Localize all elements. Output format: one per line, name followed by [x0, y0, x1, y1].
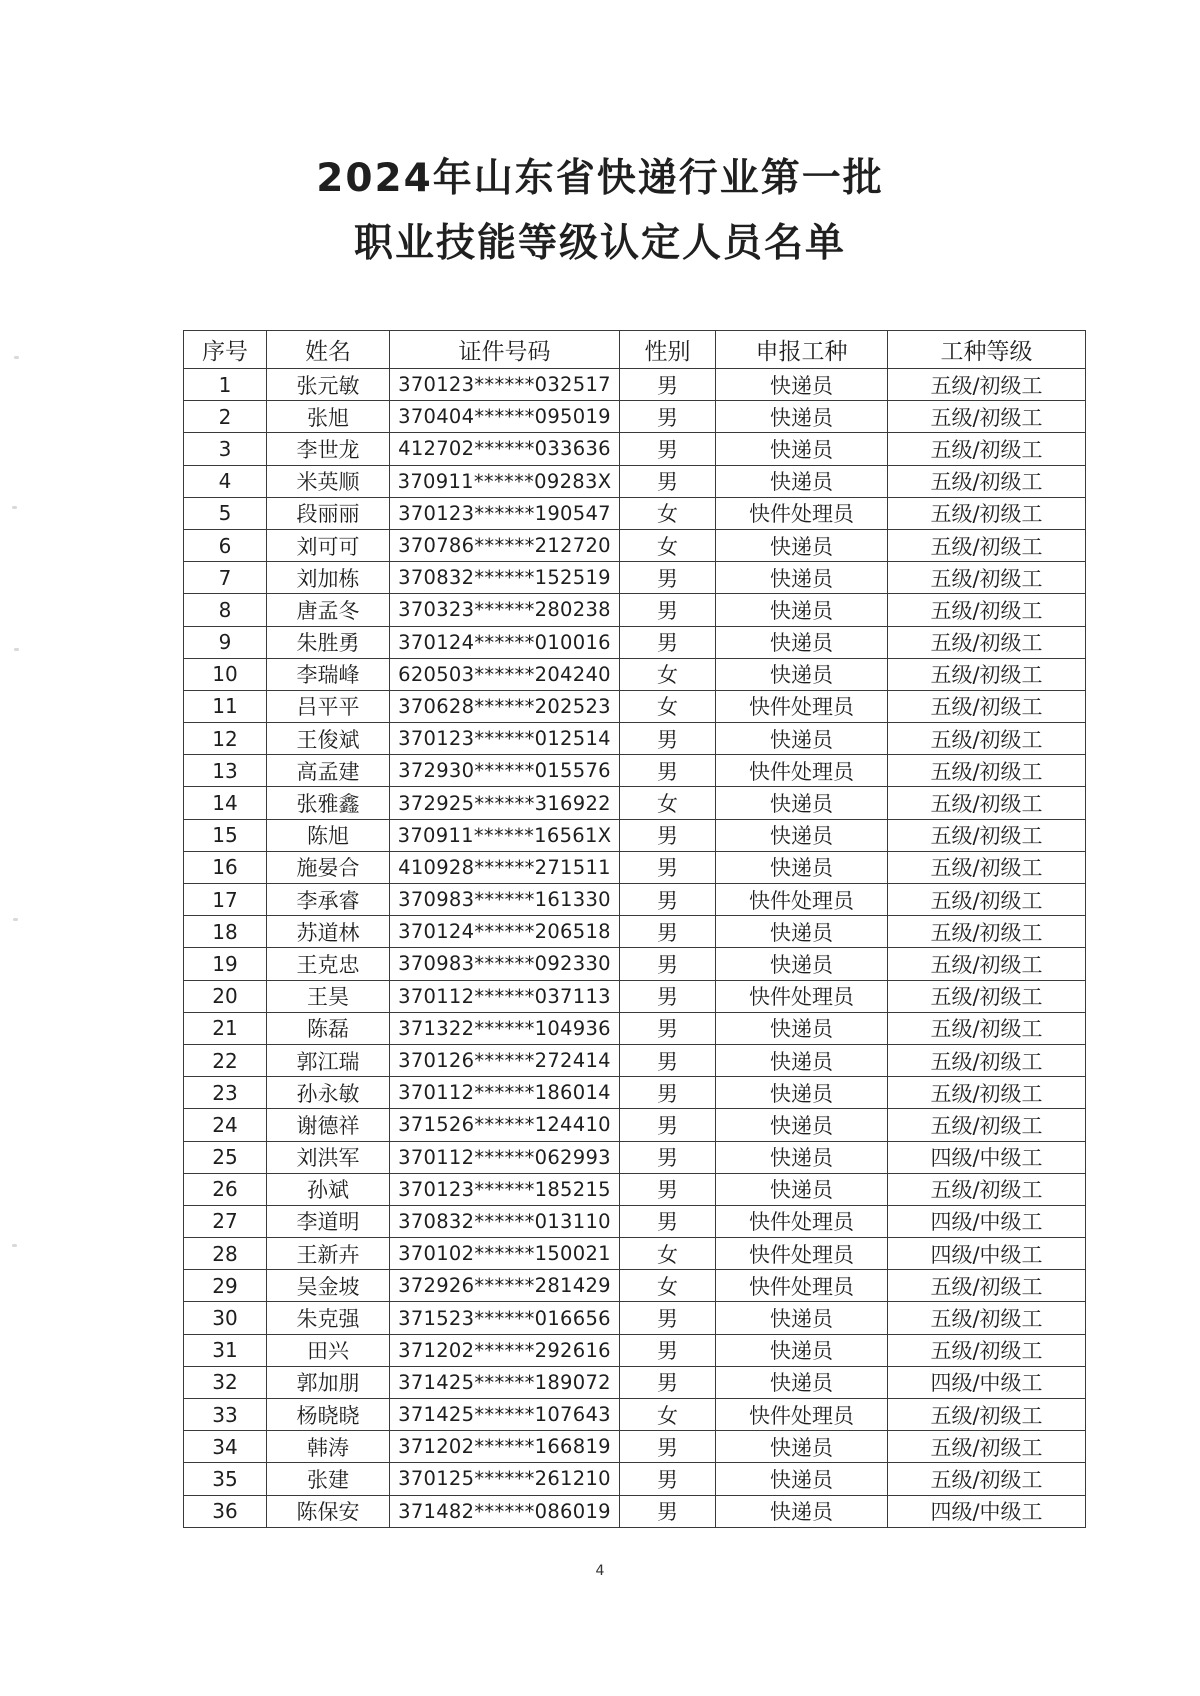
name-cell: 王俊斌: [267, 723, 390, 755]
personnel-table: [183, 330, 1086, 1528]
table-row: [184, 1044, 1086, 1076]
id-number-cell: 370112******186014: [390, 1077, 620, 1109]
id-number-cell: 620503******204240: [390, 658, 620, 690]
id-number-cell: 370112******062993: [390, 1141, 620, 1173]
seq-cell: 22: [184, 1044, 267, 1076]
name-cell: 谢德祥: [267, 1109, 390, 1141]
occupation-cell: 快递员: [716, 1463, 888, 1495]
level-cell: 四级/中级工: [888, 1366, 1086, 1398]
seq-cell: 35: [184, 1463, 267, 1495]
occupation-cell: 快件处理员: [716, 497, 888, 529]
header-gender: 性别: [620, 331, 716, 369]
gender-cell: 男: [620, 1109, 716, 1141]
occupation-cell: 快递员: [716, 1495, 888, 1527]
occupation-cell: 快件处理员: [716, 755, 888, 787]
seq-cell: 29: [184, 1270, 267, 1302]
gender-cell: 男: [620, 1431, 716, 1463]
seq-cell: 21: [184, 1012, 267, 1044]
seq-cell: 8: [184, 594, 267, 626]
occupation-cell: 快递员: [716, 465, 888, 497]
id-number-cell: 370124******206518: [390, 916, 620, 948]
name-cell: 李世龙: [267, 433, 390, 465]
table-row: [184, 1205, 1086, 1237]
seq-cell: 12: [184, 723, 267, 755]
seq-cell: 18: [184, 916, 267, 948]
id-number-cell: 371202******166819: [390, 1431, 620, 1463]
level-cell: 五级/初级工: [888, 433, 1086, 465]
table-row: [184, 529, 1086, 561]
name-cell: 陈保安: [267, 1495, 390, 1527]
gender-cell: 男: [620, 1012, 716, 1044]
occupation-cell: 快递员: [716, 1302, 888, 1334]
name-cell: 段丽丽: [267, 497, 390, 529]
level-cell: 五级/初级工: [888, 723, 1086, 755]
id-number-cell: 372926******281429: [390, 1270, 620, 1302]
level-cell: 五级/初级工: [888, 819, 1086, 851]
page-number: 4: [595, 1563, 605, 1579]
level-cell: 五级/初级工: [888, 1077, 1086, 1109]
occupation-cell: 快递员: [716, 948, 888, 980]
table-row: [184, 819, 1086, 851]
table-row: [184, 723, 1086, 755]
level-cell: 五级/初级工: [888, 658, 1086, 690]
gender-cell: 男: [620, 594, 716, 626]
occupation-cell: 快递员: [716, 1109, 888, 1141]
gender-cell: 男: [620, 1077, 716, 1109]
gender-cell: 女: [620, 497, 716, 529]
occupation-cell: 快递员: [716, 529, 888, 561]
seq-cell: 1: [184, 369, 267, 401]
level-cell: 四级/中级工: [888, 1238, 1086, 1270]
seq-cell: 36: [184, 1495, 267, 1527]
table-row: [184, 1495, 1086, 1527]
occupation-cell: 快件处理员: [716, 884, 888, 916]
seq-cell: 32: [184, 1366, 267, 1398]
table-row: [184, 1366, 1086, 1398]
occupation-cell: 快件处理员: [716, 1238, 888, 1270]
name-cell: 吴金坡: [267, 1270, 390, 1302]
occupation-cell: 快递员: [716, 433, 888, 465]
table-row: [184, 690, 1086, 722]
table-row: [184, 594, 1086, 626]
level-cell: 五级/初级工: [888, 562, 1086, 594]
name-cell: 刘洪军: [267, 1141, 390, 1173]
seq-cell: 7: [184, 562, 267, 594]
seq-cell: 27: [184, 1205, 267, 1237]
level-cell: 五级/初级工: [888, 1334, 1086, 1366]
occupation-cell: 快件处理员: [716, 690, 888, 722]
id-number-cell: 410928******271511: [390, 851, 620, 883]
seq-cell: 33: [184, 1399, 267, 1431]
occupation-cell: 快递员: [716, 916, 888, 948]
name-cell: 李瑞峰: [267, 658, 390, 690]
occupation-cell: 快递员: [716, 1334, 888, 1366]
table-row: [184, 948, 1086, 980]
name-cell: 陈磊: [267, 1012, 390, 1044]
gender-cell: 男: [620, 1141, 716, 1173]
gender-cell: 男: [620, 369, 716, 401]
table-row: [184, 626, 1086, 658]
seq-cell: 20: [184, 980, 267, 1012]
table-row: [184, 401, 1086, 433]
occupation-cell: 快递员: [716, 723, 888, 755]
id-number-cell: 370404******095019: [390, 401, 620, 433]
level-cell: 五级/初级工: [888, 787, 1086, 819]
level-cell: 五级/初级工: [888, 401, 1086, 433]
level-cell: 五级/初级工: [888, 948, 1086, 980]
level-cell: 五级/初级工: [888, 529, 1086, 561]
name-cell: 田兴: [267, 1334, 390, 1366]
gender-cell: 男: [620, 1205, 716, 1237]
id-number-cell: 371425******107643: [390, 1399, 620, 1431]
seq-cell: 26: [184, 1173, 267, 1205]
seq-cell: 2: [184, 401, 267, 433]
seq-cell: 24: [184, 1109, 267, 1141]
seq-cell: 4: [184, 465, 267, 497]
name-cell: 杨晓晓: [267, 1399, 390, 1431]
level-cell: 五级/初级工: [888, 465, 1086, 497]
id-number-cell: 371482******086019: [390, 1495, 620, 1527]
occupation-cell: 快件处理员: [716, 1205, 888, 1237]
occupation-cell: 快递员: [716, 1141, 888, 1173]
table-row: [184, 1173, 1086, 1205]
id-number-cell: 371526******124410: [390, 1109, 620, 1141]
name-cell: 张旭: [267, 401, 390, 433]
level-cell: 五级/初级工: [888, 594, 1086, 626]
table-row: [184, 1431, 1086, 1463]
gender-cell: 男: [620, 948, 716, 980]
occupation-cell: 快递员: [716, 1044, 888, 1076]
table-row: [184, 980, 1086, 1012]
level-cell: 五级/初级工: [888, 1431, 1086, 1463]
occupation-cell: 快件处理员: [716, 1399, 888, 1431]
id-number-cell: 370125******261210: [390, 1463, 620, 1495]
level-cell: 五级/初级工: [888, 755, 1086, 787]
name-cell: 吕平平: [267, 690, 390, 722]
id-number-cell: 370123******190547: [390, 497, 620, 529]
table-row: [184, 1302, 1086, 1334]
occupation-cell: 快递员: [716, 1077, 888, 1109]
id-number-cell: 370123******185215: [390, 1173, 620, 1205]
name-cell: 朱胜勇: [267, 626, 390, 658]
occupation-cell: 快递员: [716, 1431, 888, 1463]
seq-cell: 31: [184, 1334, 267, 1366]
name-cell: 孙斌: [267, 1173, 390, 1205]
gender-cell: 男: [620, 819, 716, 851]
id-number-cell: 371425******189072: [390, 1366, 620, 1398]
table-row: [184, 433, 1086, 465]
name-cell: 李承睿: [267, 884, 390, 916]
id-number-cell: 370124******010016: [390, 626, 620, 658]
occupation-cell: 快递员: [716, 626, 888, 658]
id-number-cell: 370112******037113: [390, 980, 620, 1012]
name-cell: 王克忠: [267, 948, 390, 980]
gender-cell: 男: [620, 1366, 716, 1398]
header-seq: 序号: [184, 331, 267, 369]
gender-cell: 女: [620, 1238, 716, 1270]
header-occupation: 申报工种: [716, 331, 888, 369]
id-number-cell: 370911******09283X: [390, 465, 620, 497]
name-cell: 施晏合: [267, 851, 390, 883]
id-number-cell: 370832******152519: [390, 562, 620, 594]
table-row: [184, 1463, 1086, 1495]
level-cell: 五级/初级工: [888, 1399, 1086, 1431]
seq-cell: 25: [184, 1141, 267, 1173]
gender-cell: 男: [620, 723, 716, 755]
seq-cell: 14: [184, 787, 267, 819]
seq-cell: 17: [184, 884, 267, 916]
occupation-cell: 快件处理员: [716, 980, 888, 1012]
seq-cell: 13: [184, 755, 267, 787]
level-cell: 五级/初级工: [888, 1044, 1086, 1076]
gender-cell: 男: [620, 1495, 716, 1527]
name-cell: 张建: [267, 1463, 390, 1495]
header-name: 姓名: [267, 331, 390, 369]
name-cell: 张雅鑫: [267, 787, 390, 819]
table-row: [184, 1238, 1086, 1270]
id-number-cell: 370323******280238: [390, 594, 620, 626]
level-cell: 五级/初级工: [888, 497, 1086, 529]
table-row: [184, 787, 1086, 819]
table-row: [184, 497, 1086, 529]
header-id-number: 证件号码: [390, 331, 620, 369]
level-cell: 五级/初级工: [888, 916, 1086, 948]
name-cell: 米英顺: [267, 465, 390, 497]
level-cell: 五级/初级工: [888, 626, 1086, 658]
seq-cell: 16: [184, 851, 267, 883]
seq-cell: 11: [184, 690, 267, 722]
table-row: [184, 755, 1086, 787]
gender-cell: 男: [620, 851, 716, 883]
gender-cell: 女: [620, 787, 716, 819]
name-cell: 王昊: [267, 980, 390, 1012]
occupation-cell: 快递员: [716, 1173, 888, 1205]
level-cell: 四级/中级工: [888, 1205, 1086, 1237]
name-cell: 高孟建: [267, 755, 390, 787]
occupation-cell: 快递员: [716, 369, 888, 401]
level-cell: 五级/初级工: [888, 1270, 1086, 1302]
id-number-cell: 371322******104936: [390, 1012, 620, 1044]
gender-cell: 男: [620, 433, 716, 465]
table-row: [184, 1334, 1086, 1366]
occupation-cell: 快递员: [716, 562, 888, 594]
id-number-cell: 370126******272414: [390, 1044, 620, 1076]
seq-cell: 6: [184, 529, 267, 561]
gender-cell: 男: [620, 884, 716, 916]
table-row: [184, 465, 1086, 497]
name-cell: 王新卉: [267, 1238, 390, 1270]
name-cell: 刘加栋: [267, 562, 390, 594]
header-level: 工种等级: [888, 331, 1086, 369]
document-title-line-2: 职业技能等级认定人员名单: [353, 221, 846, 266]
level-cell: 四级/中级工: [888, 1495, 1086, 1527]
gender-cell: 男: [620, 916, 716, 948]
level-cell: 五级/初级工: [888, 1012, 1086, 1044]
occupation-cell: 快递员: [716, 401, 888, 433]
id-number-cell: 370983******092330: [390, 948, 620, 980]
gender-cell: 女: [620, 658, 716, 690]
gender-cell: 男: [620, 1044, 716, 1076]
table-row: [184, 562, 1086, 594]
seq-cell: 30: [184, 1302, 267, 1334]
table-row: [184, 1012, 1086, 1044]
level-cell: 五级/初级工: [888, 1173, 1086, 1205]
name-cell: 李道明: [267, 1205, 390, 1237]
gender-cell: 男: [620, 626, 716, 658]
id-number-cell: 412702******033636: [390, 433, 620, 465]
gender-cell: 男: [620, 1463, 716, 1495]
id-number-cell: 370123******032517: [390, 369, 620, 401]
id-number-cell: 370102******150021: [390, 1238, 620, 1270]
occupation-cell: 快件处理员: [716, 1270, 888, 1302]
level-cell: 五级/初级工: [888, 369, 1086, 401]
gender-cell: 男: [620, 465, 716, 497]
id-number-cell: 370983******161330: [390, 884, 620, 916]
gender-cell: 女: [620, 690, 716, 722]
level-cell: 五级/初级工: [888, 851, 1086, 883]
name-cell: 苏道林: [267, 916, 390, 948]
level-cell: 五级/初级工: [888, 884, 1086, 916]
level-cell: 五级/初级工: [888, 1463, 1086, 1495]
document-title-line-1: 2024年山东省快递行业第一批: [316, 156, 884, 201]
table-row: [184, 658, 1086, 690]
level-cell: 五级/初级工: [888, 980, 1086, 1012]
seq-cell: 3: [184, 433, 267, 465]
table-row: [184, 1399, 1086, 1431]
name-cell: 朱克强: [267, 1302, 390, 1334]
name-cell: 郭江瑞: [267, 1044, 390, 1076]
table-row: [184, 1141, 1086, 1173]
seq-cell: 19: [184, 948, 267, 980]
name-cell: 郭加朋: [267, 1366, 390, 1398]
name-cell: 张元敏: [267, 369, 390, 401]
gender-cell: 男: [620, 401, 716, 433]
seq-cell: 9: [184, 626, 267, 658]
name-cell: 孙永敏: [267, 1077, 390, 1109]
table-header-row: [184, 331, 1086, 369]
id-number-cell: 372930******015576: [390, 755, 620, 787]
seq-cell: 10: [184, 658, 267, 690]
gender-cell: 女: [620, 1399, 716, 1431]
gender-cell: 男: [620, 1302, 716, 1334]
gender-cell: 男: [620, 980, 716, 1012]
table-row: [184, 851, 1086, 883]
id-number-cell: 370832******013110: [390, 1205, 620, 1237]
id-number-cell: 370786******212720: [390, 529, 620, 561]
seq-cell: 28: [184, 1238, 267, 1270]
id-number-cell: 370123******012514: [390, 723, 620, 755]
occupation-cell: 快递员: [716, 787, 888, 819]
seq-cell: 23: [184, 1077, 267, 1109]
table-row: [184, 884, 1086, 916]
name-cell: 刘可可: [267, 529, 390, 561]
gender-cell: 女: [620, 529, 716, 561]
id-number-cell: 371202******292616: [390, 1334, 620, 1366]
level-cell: 四级/中级工: [888, 1141, 1086, 1173]
table-row: [184, 1077, 1086, 1109]
seq-cell: 15: [184, 819, 267, 851]
gender-cell: 男: [620, 1173, 716, 1205]
occupation-cell: 快递员: [716, 851, 888, 883]
level-cell: 五级/初级工: [888, 690, 1086, 722]
gender-cell: 男: [620, 562, 716, 594]
gender-cell: 男: [620, 755, 716, 787]
id-number-cell: 371523******016656: [390, 1302, 620, 1334]
name-cell: 唐孟冬: [267, 594, 390, 626]
name-cell: 陈旭: [267, 819, 390, 851]
occupation-cell: 快递员: [716, 658, 888, 690]
level-cell: 五级/初级工: [888, 1109, 1086, 1141]
table-row: [184, 1270, 1086, 1302]
table-row: [184, 369, 1086, 401]
seq-cell: 5: [184, 497, 267, 529]
occupation-cell: 快递员: [716, 819, 888, 851]
id-number-cell: 370628******202523: [390, 690, 620, 722]
occupation-cell: 快递员: [716, 594, 888, 626]
gender-cell: 男: [620, 1334, 716, 1366]
name-cell: 韩涛: [267, 1431, 390, 1463]
table-row: [184, 916, 1086, 948]
seq-cell: 34: [184, 1431, 267, 1463]
occupation-cell: 快递员: [716, 1366, 888, 1398]
id-number-cell: 372925******316922: [390, 787, 620, 819]
level-cell: 五级/初级工: [888, 1302, 1086, 1334]
id-number-cell: 370911******16561X: [390, 819, 620, 851]
occupation-cell: 快递员: [716, 1012, 888, 1044]
gender-cell: 女: [620, 1270, 716, 1302]
table-row: [184, 1109, 1086, 1141]
